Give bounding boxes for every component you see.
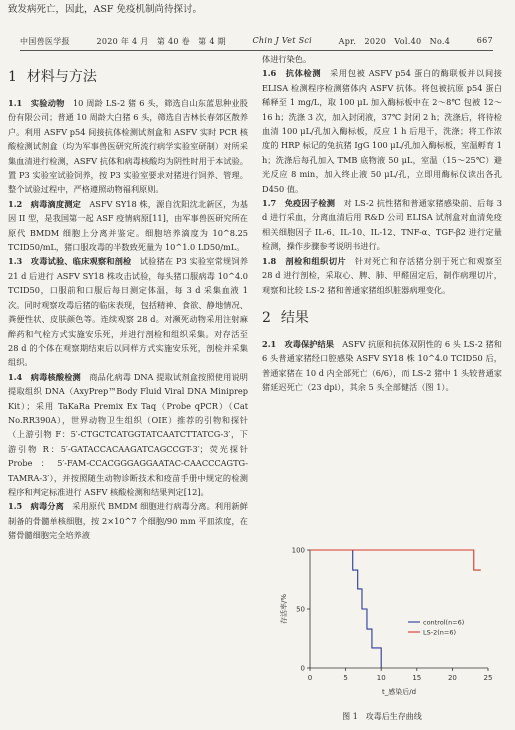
left-paragraph-1 — [8, 197, 248, 255]
survival-chart — [276, 540, 496, 700]
left-paragraphs — [8, 96, 248, 543]
paragraph-text: ASFV SY18 株，源自沈阳沈北新区，为基因 II 型，是我国第一起 ASF 疫情病原[11]，由军事兽医研究所在原代 BMDM 细胞上分离并鉴定。细胞培养滴度为 10^8.25 TCID50/mL，猪口服攻毒的半数致死量为 10^1.0 LD50/mL。 — [8, 198, 248, 253]
legend-label-1: LS-2(n=6) — [423, 628, 457, 637]
x-tick-label: 5 — [343, 674, 348, 682]
right-paragraph-2 — [262, 196, 502, 254]
paragraph-text: 针对死亡和存活猪分别于死亡和观察至 28 d 进行剖检，采取心、脾、肺、甲醛固定后，制作病理切片，观察和比较 LS-2 猪和普通家猪组织脏器病理变化。 — [262, 255, 502, 295]
paragraph-heading: 1.3 攻毒试验、临床观察和剖检 — [8, 256, 132, 267]
section-heading-2: 2 结果 — [262, 309, 309, 326]
issue-info-cn: 2020 年 4 月 第 40 卷 第 4 期 — [96, 37, 226, 46]
y-axis-label: 存活率/% — [280, 593, 288, 625]
right-paragraph-0 — [262, 52, 502, 66]
x-tick-label: 0 — [307, 674, 313, 682]
paragraph-heading: 1.6 抗体检测 — [262, 68, 322, 79]
paragraph-text: 商品化病毒 DNA 提取试剂盒按照使用说明提取组织 DNA（AxyPrep™Body Fluid Viral DNA Miniprep Kit）；采用 TaKaRa Premix Ex Taq（Probe qPCR）（Cat No.RR390A），世界动物卫生组织（OIE）推荐的引物和探针（上游引物 F：5′-CTGCTCATGGTATCAATCTTATCG-3′，下游引物 R：5′-GATACCACAAGATCAGCCGT-3′；荧光探针 Probe：5′-FAM-CCACGGGAGGAATAC-CAACCCAGTG-TAMRA-3′），并按照随生动物诊断技术和疫苗手册中规定的检测程序和判定标准进行 ASFV 核酸检测和结果判定[12]。 — [8, 371, 248, 497]
paragraph-text: 试验猪在 P3 实验室常规饲养 21 d 后进行 ASFV SY18 株攻击试验，每头猪口服病毒 10^4.0 TCID50，口服前和口服后每日测定体温，每 3 d 采集血液 1 次。同时观察攻毒后猪的临床表现，包括精神、食欲、静地情况、粪便性状、皮肤颜色等。连续观察 28 d。对濒死动物采用注射麻醉药和气栓方式实施安乐死，并进行剖检和组织采集。对存活至 28 d 的个体在观察期结束后以同样方式实施安乐死，剖检并采集组织。 — [8, 256, 248, 368]
paragraph-heading: 2.1 攻毒保护结果 — [262, 338, 334, 349]
section-heading-1: 1 材料与方法 — [8, 69, 97, 85]
left-paragraph-3 — [8, 370, 248, 500]
series-line-0 — [310, 550, 381, 668]
left-column — [8, 52, 248, 543]
x-tick-label: 15 — [412, 674, 422, 682]
survival-chart-svg — [276, 540, 496, 700]
right-paragraphs-top — [262, 52, 502, 297]
figure-caption: 图 1 攻毒后生存曲线 — [342, 712, 422, 721]
paragraph-text: 采用包被 ASFV p54 蛋白的酶联板并以间接 ELISA 检测程序检测猪体内 ASFV 抗体。将包被抗原 p54 蛋白稀释至 1 mg/L，取 100 μL 加入酶标板中在 2～8℃ 包被 12～16 h；洗涤 3 次，加入封闭液，37℃ 封闭 2 h；洗涤后，将待检血清 100 μL/孔加入酶标板，反应 1 h 后甩干，洗涤；将工作浓度的 HRP 标记的兔抗猪 IgG 100 μL/孔加入酶标板，室温孵育 1 h；洗涤后每孔加入 TMB 底物液 50 μL，室温（15～25℃）避光反应 8 min，加入终止液 50 μL/孔，立即用酶标仪读出各孔 D450 值。 — [262, 68, 502, 194]
paragraph-heading: 1.8 剖检和组织切片 — [262, 255, 347, 266]
left-paragraph-0 — [8, 96, 248, 197]
running-header — [20, 36, 493, 51]
paragraph-text: 采用原代 BMDM 细胞进行病毒分离。利用新鲜制备的骨髓单核细胞，按 2×10^7 个细胞/90 mm 平皿浓度，在猪骨髓细胞完全培养液 — [8, 501, 248, 541]
right-paragraph-3 — [262, 254, 502, 297]
paragraph-text: ASFV 抗原和抗体双阴性的 6 头 LS-2 猪和 6 头普通家猪经口腔感染 ASFV SY18 株 10^4.0 TCID50 后，普通家猪在 10 d 内全部死亡（6/6），而 LS-2 猪中 1 头较普通家猪延迟死亡（23 dpi），其余 5 头全部健活（图 1）。 — [262, 338, 502, 393]
left-paragraph-4 — [8, 499, 248, 542]
x-tick-label: 10 — [376, 674, 386, 682]
x-axis-label: t_感染后/d — [381, 688, 417, 696]
paragraph-text: 体进行染色。 — [262, 54, 312, 64]
series-line-1 — [310, 550, 481, 570]
paragraph-heading: 1.2 病毒滴度测定 — [8, 198, 81, 209]
paragraph-text: 10 周龄 LS-2 猪 6 头，筛选自山东蓝思种业股份有限公司；普通 10 周龄大白猪 6 头，筛选自吉林长春郊区散养户。利用 ASFV p54 间接抗体检测试剂盒和 ASFV 实时 PCR 核酸检测试剂盒（均为军事兽医研究所流行病学实验室研制）对所采集血清进行检测，ASFV 抗体和病毒核酸均为阴性时用于本试验。置 P3 实验室试验饲养，按 P3 实验室要求对猪进行饲养、管理。整个试验过程中，严格遵照动物福利原则。 — [8, 98, 248, 195]
issue-info-en: Apr. 2020 Vol.40 No.4 — [338, 37, 451, 46]
paragraph-heading: 1.1 实验动物 — [8, 98, 65, 108]
legend-label-0: control(n=6) — [423, 618, 465, 627]
page-number: 667 — [476, 36, 493, 45]
right-paragraphs-bottom — [262, 337, 502, 395]
topline-text: 致发病死亡，因此，ASF 免疫机制尚待探讨。 — [8, 4, 202, 15]
y-tick-label: 100 — [291, 546, 305, 555]
paragraph-heading: 1.4 病毒核酸检测 — [8, 371, 81, 382]
journal-name-cn: 中国兽医学报 — [20, 37, 70, 46]
result-paragraph-0 — [262, 337, 502, 395]
y-tick-label: 0 — [300, 664, 305, 673]
journal-name-en: Chin J Vet Sci — [252, 36, 313, 45]
paragraph-heading: 1.7 免疫因子检测 — [262, 198, 336, 209]
right-paragraph-1 — [262, 66, 502, 196]
x-tick-label: 20 — [447, 674, 457, 682]
paragraph-text: 对 LS-2 抗性猪和普通家猪感染前、后每 3 d 进行采血，分离血清后用 R&D 公司 ELISA 试剂盒对血清免疫相关细胞因子 IL-6、IL-10、IL-12、TNF-α、TGF-β2 进行定量检测，操作步骤参考说明书进行。 — [262, 198, 503, 252]
x-tick-label: 25 — [483, 674, 493, 682]
paragraph-heading: 1.5 病毒分离 — [8, 501, 64, 512]
y-tick-label: 50 — [296, 605, 305, 614]
left-paragraph-2 — [8, 254, 248, 369]
right-column — [262, 52, 502, 395]
